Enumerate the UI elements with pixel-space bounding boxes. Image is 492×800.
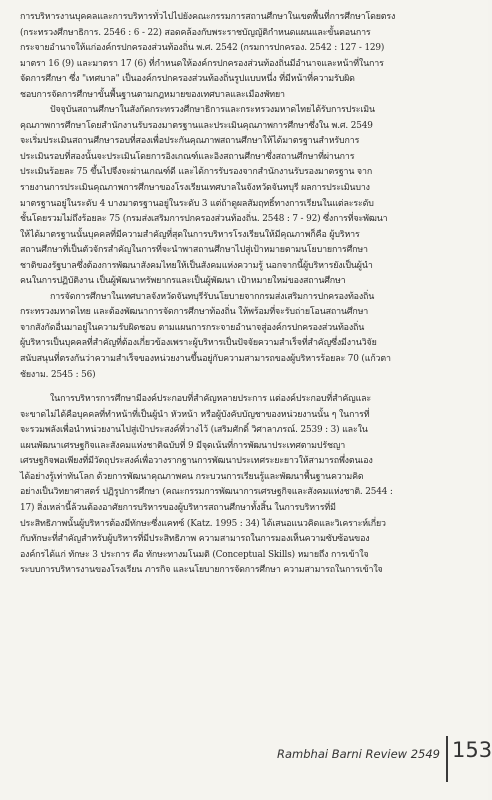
page-footer: [0, 736, 492, 784]
text-line: เศรษฐกิจพอเพียงที่มีวัตถุประสงค์เพื่อวางรากฐานการพัฒนาประเทศระยะยาวให้สามารถพึ่งตนเอง: [20, 456, 373, 467]
text-line: การจัดการศึกษาในเทศบาลจังหวัดจันทบุรีรับนโยบายจากกรมส่งเสริมการปกครองท้องถิ่น: [50, 291, 375, 302]
paragraph-gap: [20, 383, 472, 392]
paragraph: [20, 290, 472, 383]
text-line: ให้ได้มาตรฐานนั้นบุคคลที่มีความสำคัญที่สุดในการบริหารโรงเรียนให้มีคุณภาพก็คือ ผู้บริหาร: [20, 229, 360, 240]
text-line: มาตรฐานอยู่ในระดับ 4 บางมาตรฐานอยู่ในระดับ 3 แต่ถ้าดูผลสัมฤทธิ์ทางการเรียนในแต่ละระดับ: [20, 198, 374, 209]
text-line: ในการบริหารการศึกษามีองค์ประกอบที่สำคัญหลายประการ แต่องค์ประกอบที่สำคัญและ: [50, 394, 372, 405]
text-line: ปัจจุบันสถานศึกษาในสังกัดกระทรวงศึกษาธิการและกระทรวงมหาดไทยได้รับการประเมิน: [50, 105, 375, 116]
text-line: อย่างเป็นวิทยาศาสตร์ ปฏิรูปการศึกษา (คณะกรรมการพัฒนาการเศรษฐกิจและสังคมแห่งชาติ. 2544 :: [20, 487, 393, 498]
text-line: ประเมินรอบที่สองนั้นจะประเมินโดยการอิงเกณฑ์และอิงสถานศึกษาซึ่งสถานศึกษาที่ผ่านการ: [20, 151, 355, 162]
paragraph: [20, 103, 472, 290]
text-line: ชัยงาม. 2545 : 56): [20, 369, 96, 380]
text-line: มาตรา 16 (9) และมาตรา 17 (6) ที่กำหนดให้องค์กรปกครองส่วนท้องถิ่นมีอำนาจและหน้าที่ในการ: [20, 58, 384, 69]
text-line: ระบบการบริหารงานของโรงเรียน ภารกิจ และนโยบายการจัดการศึกษา ความสามารถในการเข้าใจ: [20, 565, 383, 576]
text-line: จะรวมพลังเพื่อนำหน่วยงานไปสู่เป้าประสงค์ที่วางไว้ (เสริมศักดิ์ วิศาลาภรณ์. 2539 : 3) และใน: [20, 425, 368, 436]
text-line: การบริหารงานบุคคลและการบริหารทั่วไปไปยังคณะกรรมการสถานศึกษาในเขตพื้นที่การศึกษาโดยตรง: [20, 12, 396, 22]
text-line: ประสิทธิภาพนั้นผู้บริหารต้องมีทักษะซึ่งแคทซ์ (Katz. 1995 : 34) ได้เสนอแนวคิดและวิเคราะห์เกี่ยว: [20, 518, 386, 529]
text-line: คุณภาพการศึกษาโดยสำนักงานรับรองมาตรฐานและประเมินคุณภาพการศึกษาซึ่งใน พ.ศ. 2549: [20, 120, 373, 131]
text-line: จะเริ่มประเมินสถานศึกษารอบที่สองเพื่อประกันคุณภาพสถานศึกษาให้ได้มาตรฐานสำหรับการ: [20, 136, 360, 147]
text-line: จัดการศึกษา ซึ่ง "เทศบาล" เป็นองค์กรปกครองส่วนท้องถิ่นรูปแบบหนึ่ง ที่มีหน้าที่ความรับผิด: [20, 74, 355, 85]
text-line: ประเมินร้อยละ 75 ขึ้นไปจึงจะผ่านเกณฑ์ดี และได้การรับรองจากสำนักงานรับรองมาตรฐาน จาก: [20, 167, 373, 178]
paragraph: [20, 392, 472, 579]
text-line: (กระทรวงศึกษาธิการ. 2546 : 6 - 22) สอดคล้องกับพระราชบัญญัติกำหนดแผนและขั้นตอนการ: [20, 27, 371, 38]
text-line: กระจายอำนาจให้แก่องค์กรปกครองส่วนท้องถิ่น พ.ศ. 2542 (กรมการปกครอง. 2542 : 127 - 129): [20, 43, 385, 54]
journal-title: Rambhai Barni Review 2549: [277, 747, 440, 761]
text-line: องค์กรได้แก่ ทักษะ 3 ประการ คือ ทักษะทางมโนมติ (Conceptual Skills) หมายถึง การเข้าใจ: [20, 549, 369, 560]
text-line: ได้อย่างรู้เท่าทันโลก ด้วยการพัฒนาคุณภาพคน กระบวนการเรียนรู้และพัฒนาพื้นฐานความคิด: [20, 471, 364, 482]
text-line: สนับสนุนที่ตรงกันว่าความสำเร็จของหน่วยงานขึ้นอยู่กับความสามารถของผู้บริหารร้อยละ 70 (แก้วตา: [20, 354, 391, 365]
text-line: กระทรวงมหาดไทย และต้องพัฒนาการจัดการศึกษาท้องถิ่น ให้พร้อมที่จะรับถ่ายโอนสถานศึกษา: [20, 307, 369, 318]
text-line: จะขาดไม่ได้คือบุคคลที่ทำหน้าที่เป็นผู้นำ หัวหน้า หรือผู้บังคับบัญชาของหน่วยงานนั้น ๆ ในการที่: [20, 409, 370, 420]
body-text: [20, 10, 472, 728]
text-line: กับทักษะที่สำคัญสำหรับผู้บริหารที่มีประสิทธิภาพ ความสามารถในการมองเห็นความซับซ้อนของ: [20, 534, 370, 545]
footer-divider: [446, 736, 448, 782]
paragraph: [20, 10, 472, 103]
text-line: จากสังกัดอื่นมาอยู่ในความรับผิดชอบ ตามแผนการกระจายอำนาจสู่องค์กรปกครองส่วนท้องถิ่น: [20, 322, 365, 333]
text-line: สถานศึกษาที่เป็นตัวจักรสำคัญในการที่จะนำพาสถานศึกษาไปสู่เป้าหมายตามนโยบายการศึกษา: [20, 245, 368, 256]
text-line: ชอบการจัดการศึกษาขั้นพื้นฐานตามกฎหมายของเทศบาลและเมืองพัทยา: [20, 89, 285, 100]
text-line: ผู้บริหารเป็นบุคคลที่สำคัญที่ต้องเกี่ยวข้องเพราะผู้บริหารเป็นปัจจัยความสำเร็จที่สำคัญซึ่งมีงานวิจัย: [20, 338, 377, 349]
page-number: 153: [452, 738, 492, 762]
text-line: 17) สิ่งเหล่านี้ล้วนต้องอาศัยการบริหารของผู้บริหารสถานศึกษาทั้งสิ้น ในการบริหารที่มี: [20, 502, 336, 513]
text-line: แผนพัฒนาเศรษฐกิจและสังคมแห่งชาติฉบับที่ 9 มีจุดเน้นที่การพัฒนาประเทศตามปรัชญา: [20, 440, 346, 451]
text-line: รายงานการประเมินคุณภาพการศึกษาของโรงเรียนเทศบาลในจังหวัดจันทบุรี ผลการประเมินบาง: [20, 183, 370, 194]
text-line: คนในการปฏิบัติงาน เป็นผู้พัฒนาทรัพยากรและเป็นผู้พัฒนา เป้าหมายใหม่ของสถานศึกษา: [20, 276, 346, 287]
text-line: ชั้นโดยรวมไม่ถึงร้อยละ 75 (กรมส่งเสริมการปกครองส่วนท้องถิ่น. 2548 : 7 - 92) ซึ่งการที่จะพัฒนา: [20, 214, 388, 225]
text-line: ชาติของรัฐบาลซึ่งต้องการพัฒนาสังคมไทยให้เป็นสังคมแห่งความรู้ นอกจากนี้ผู้บริหารยังเป็นผู้นำ: [20, 260, 373, 271]
